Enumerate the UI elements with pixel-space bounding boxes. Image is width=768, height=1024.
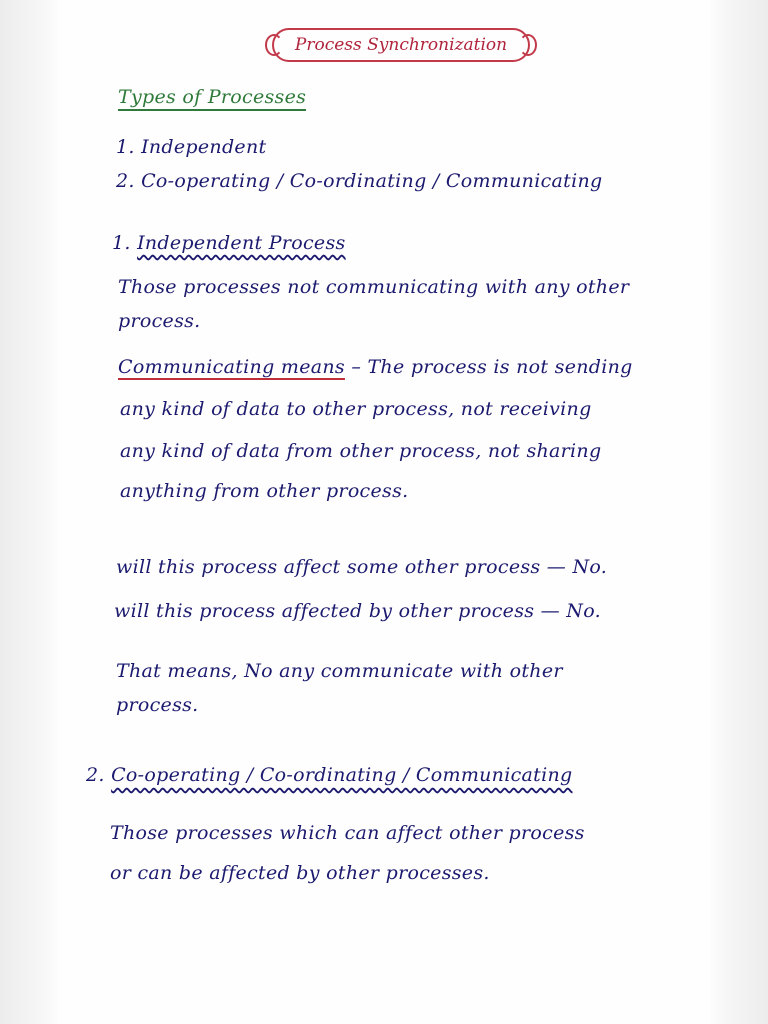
section-heading-text: Co-operating / Co-ordinating / Communicating xyxy=(111,764,573,786)
question-line: will this process affected by other process — No. xyxy=(114,600,601,622)
section-heading-independent xyxy=(112,232,346,254)
conclusion-line: That means, No any communicate with other xyxy=(116,660,563,682)
types-list-item: 2. Co-operating / Co-ordinating / Communicating xyxy=(116,170,603,192)
types-heading-text: Types of Processes xyxy=(118,86,306,111)
definition-line: Those processes which can affect other process xyxy=(110,822,585,844)
communicating-line: any kind of data to other process, not receiving xyxy=(120,398,592,420)
communicating-line xyxy=(118,356,633,378)
notebook-right-edge xyxy=(710,0,768,1024)
types-list-item: 1. Independent xyxy=(116,136,267,158)
section-heading-cooperating xyxy=(86,764,572,786)
section-number: 1. xyxy=(112,232,131,254)
communicating-line: anything from other process. xyxy=(120,480,409,502)
section-number: 2. xyxy=(86,764,105,786)
definition-line: Those processes not communicating with any other xyxy=(118,276,630,298)
question-line: will this process affect some other process — No. xyxy=(116,556,608,578)
definition-line: or can be affected by other processes. xyxy=(110,862,490,884)
communicating-line: any kind of data from other process, not sharing xyxy=(120,440,602,462)
types-heading xyxy=(118,86,306,108)
section-heading-text: Independent Process xyxy=(137,232,346,254)
page-title xyxy=(272,28,530,62)
communicating-term: Communicating means xyxy=(118,356,345,378)
page-title-text: Process Synchronization xyxy=(294,35,508,55)
conclusion-line: process. xyxy=(116,694,199,716)
definition-line: process. xyxy=(118,310,201,332)
communicating-text: – The process is not sending xyxy=(351,356,633,378)
notebook-left-edge xyxy=(0,0,58,1024)
